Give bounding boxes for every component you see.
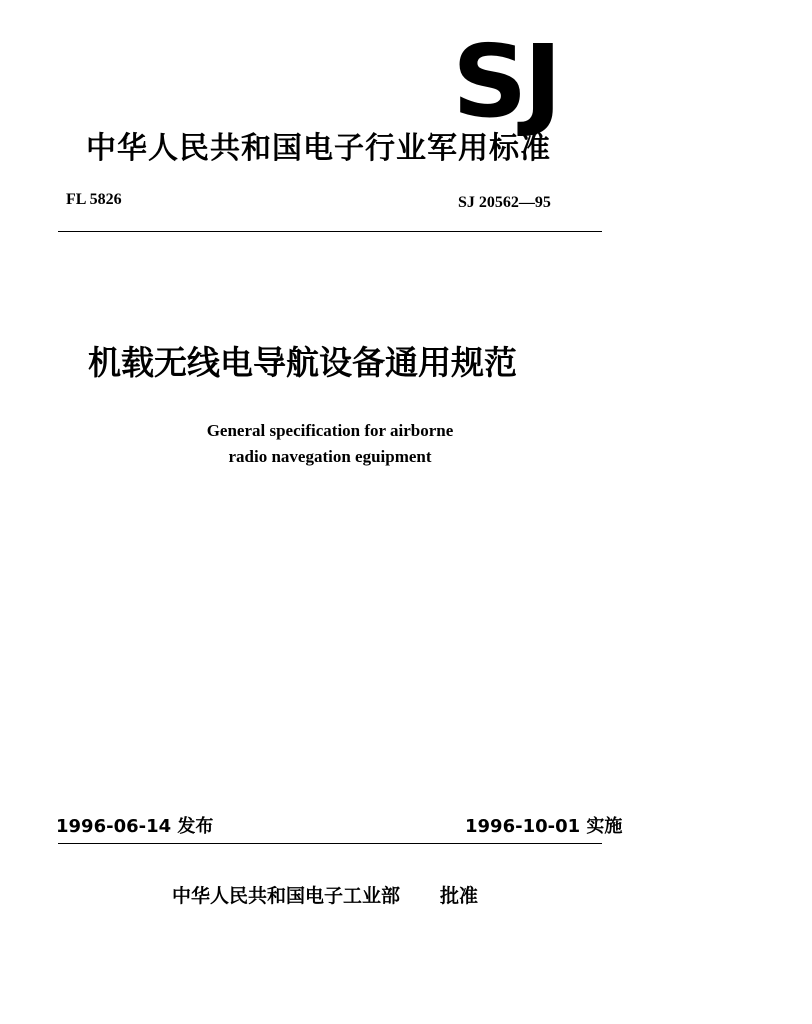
approval-label: 批准: [440, 885, 479, 907]
issue-date: 1996-06-14 发布: [56, 816, 214, 837]
document-title-english: [150, 418, 510, 470]
standard-number: SJ 20562—95: [458, 194, 551, 211]
english-title-line-1: General specification for airborne: [206, 421, 454, 440]
english-title-line-2: radio navegation eguipment: [228, 447, 432, 466]
implementation-date: 1996-10-01 实施: [465, 816, 623, 837]
standard-category-title: 中华人民共和国电子行业军用标准: [86, 131, 551, 166]
bottom-divider: [58, 843, 602, 844]
classification-code: FL 5826: [66, 191, 122, 208]
top-divider: [58, 231, 602, 232]
document-title-chinese: 机载无线电导航设备通用规范: [88, 343, 517, 382]
issuing-authority: 中华人民共和国电子工业部: [172, 885, 401, 907]
sj-logo: SJ: [452, 23, 559, 140]
